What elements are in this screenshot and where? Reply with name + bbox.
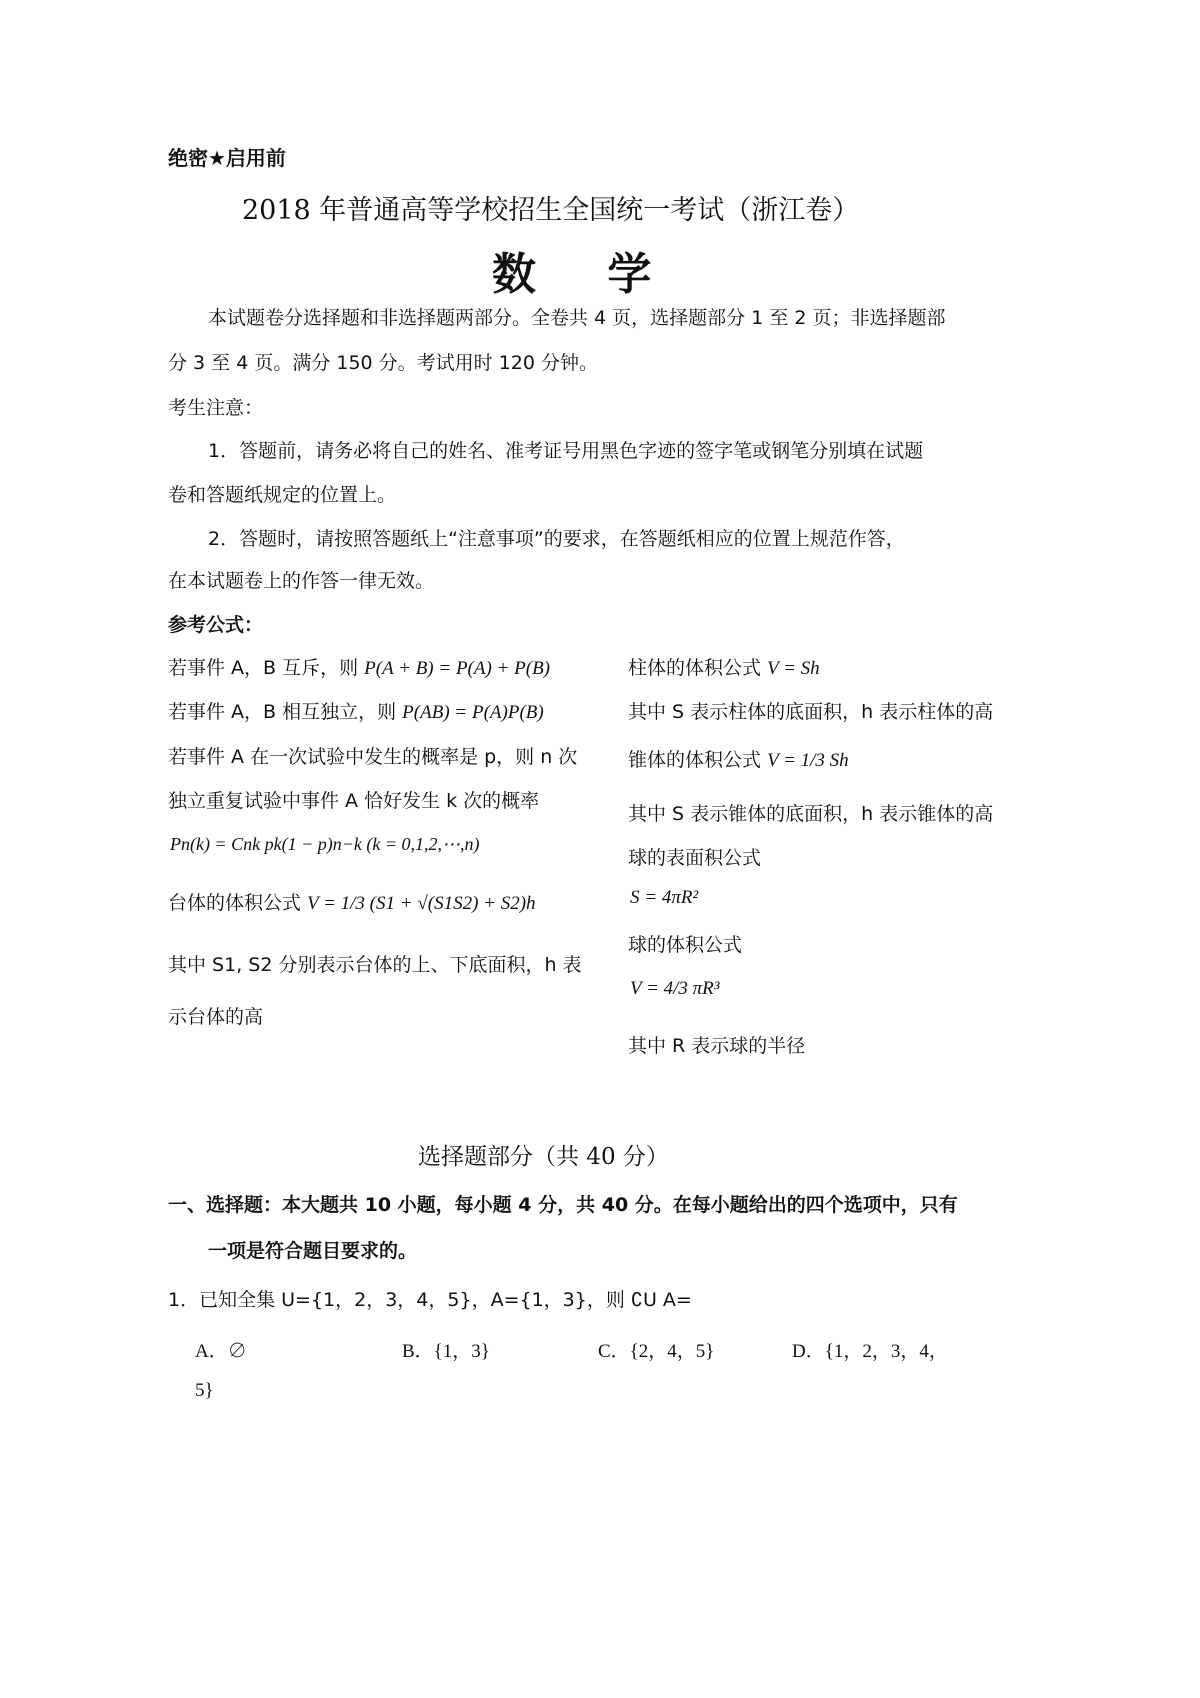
formula-independent: [168, 697, 544, 724]
question-1-stem: 1．已知全集 U={1，2，3，4，5}，A={1，3}，则 ∁U A=: [168, 1289, 692, 1311]
notice-item-2-line-2: 在本试题卷上的作答一律无效。: [168, 570, 435, 592]
question-1-option-b: B．{1，3}: [402, 1341, 490, 1362]
formula-indep-prefix: 若事件 A，B 相互独立，则: [168, 701, 397, 723]
formula-prism-prefix: 柱体的体积公式: [628, 657, 762, 679]
formula-frustum-prefix: 台体的体积公式: [168, 892, 302, 914]
formula-mutex-expr: P(A + B) = P(A) + P(B): [364, 658, 550, 679]
formula-binomial: Pn(k) = Cnk pk(1 − p)n−k (k = 0,1,2,⋯,n): [170, 834, 480, 854]
formula-frustum-note-1: 其中 S1, S2 分别表示台体的上、下底面积，h 表: [168, 954, 582, 976]
formula-prob-line-2: 独立重复试验中事件 A 恰好发生 k 次的概率: [168, 790, 540, 812]
section-instruction-2: 一项是符合题目要求的。: [208, 1240, 418, 1262]
notice-item-1-line-1: 1．答题前，请务必将自己的姓名、准考证号用黑色字迹的签字笔或钢笔分别填在试题: [208, 440, 924, 462]
formula-frustum-expr: V = 1/3 (S1 + √(S1S2) + S2)h: [307, 893, 536, 914]
sphere-volume-label: 球的体积公式: [628, 934, 743, 956]
secret-label: 绝密★启用前: [168, 146, 286, 170]
formula-frustum: [168, 888, 536, 915]
notice-title: 考生注意：: [168, 397, 264, 419]
question-1-option-d: D．{1，2，3，4，: [792, 1341, 948, 1362]
formula-prism: [628, 653, 820, 680]
question-1-option-a: A．∅: [195, 1341, 247, 1362]
formula-cone-prefix: 锥体的体积公式: [628, 749, 762, 771]
sphere-note: 其中 R 表示球的半径: [628, 1035, 806, 1057]
section-instruction-1: 一、选择题：本大题共 10 小题，每小题 4 分，共 40 分。在每小题给出的四个选项中，只有: [168, 1194, 958, 1216]
intro-line-1: 本试题卷分选择题和非选择题两部分。全卷共 4 页，选择题部分 1 至 2 页；非选择题部: [208, 307, 946, 329]
formula-prism-expr: V = Sh: [767, 658, 820, 679]
sphere-area-formula: S = 4πR²: [630, 887, 699, 908]
formula-frustum-note-2: 示台体的高: [168, 1006, 264, 1028]
formulas-title: 参考公式：: [168, 614, 264, 636]
question-1-option-c: C．{2，4，5}: [598, 1341, 715, 1362]
subject-title: 数 学: [492, 249, 680, 300]
formula-mutex-prefix: 若事件 A，B 互斥，则: [168, 657, 359, 679]
exam-title: 2018 年普通高等学校招生全国统一考试（浙江卷）: [242, 195, 860, 226]
section-title: 选择题部分（共 40 分）: [418, 1144, 669, 1170]
formula-mutex: [168, 653, 550, 680]
formula-prob-line-1: 若事件 A 在一次试验中发生的概率是 p，则 n 次: [168, 746, 578, 768]
formula-cone-expr: V = 1/3 Sh: [767, 750, 849, 771]
notice-item-2-line-1: 2．答题时，请按照答题纸上“注意事项”的要求，在答题纸相应的位置上规范作答，: [208, 528, 905, 550]
formula-cone: [628, 745, 849, 772]
formula-cone-note: 其中 S 表示锥体的底面积，h 表示锥体的高: [628, 803, 994, 825]
question-1-option-d-wrap: 5}: [195, 1380, 214, 1401]
notice-item-1-line-2: 卷和答题纸规定的位置上。: [168, 484, 397, 506]
formula-indep-expr: P(AB) = P(A)P(B): [402, 702, 544, 723]
formula-prism-note: 其中 S 表示柱体的底面积，h 表示柱体的高: [628, 701, 994, 723]
sphere-area-label: 球的表面积公式: [628, 847, 762, 869]
sphere-volume-formula: V = 4/3 πR³: [630, 978, 720, 999]
intro-line-2: 分 3 至 4 页。满分 150 分。考试用时 120 分钟。: [168, 352, 599, 374]
